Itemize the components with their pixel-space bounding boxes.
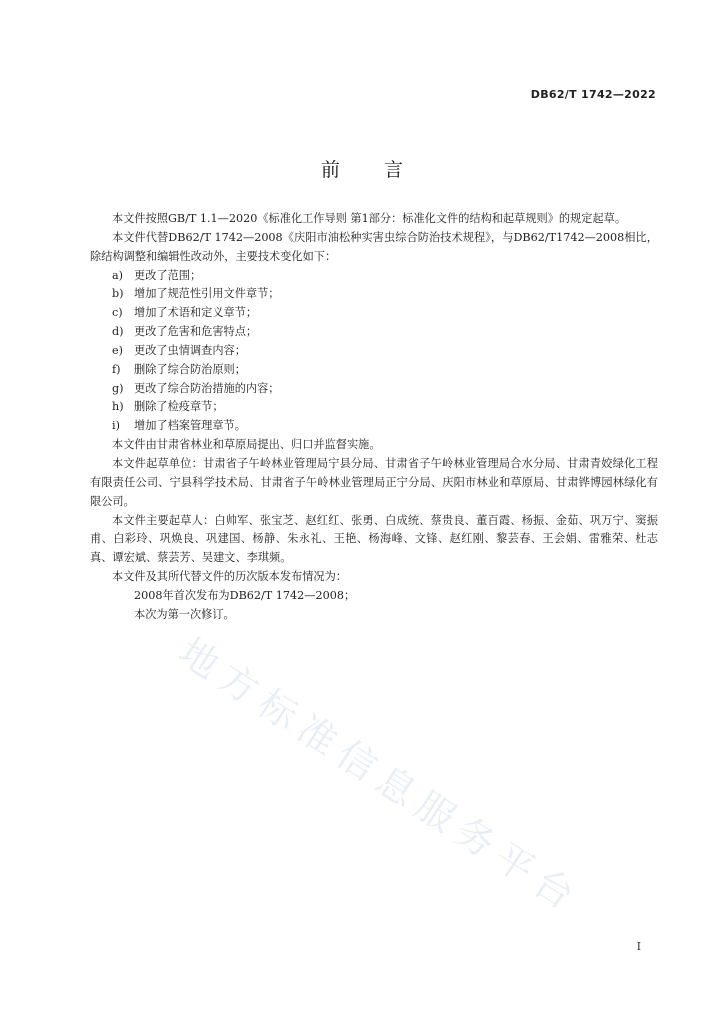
list-item-mark: b): [112, 287, 124, 301]
drafting-basis-paragraph: 本文件按照GB/T 1.1—2020《标准化工作导则 第1部分：标准化文件的结构和起草规则》的规定起草。: [112, 212, 627, 225]
history-intro-paragraph: 本文件及其所代替文件的历次版本发布情况为：: [112, 570, 347, 584]
list-item-text: 更改了虫情调查内容；: [134, 343, 246, 357]
history-item: 本次为第一次修订。: [134, 607, 235, 621]
list-item-mark: a): [112, 268, 124, 282]
foreword-body: [90, 210, 658, 625]
list-item-mark: h): [112, 400, 124, 414]
list-item-mark: g): [112, 381, 124, 395]
list-item-text: 更改了综合防治措施的内容；: [134, 381, 280, 395]
list-item-text: 增加了术语和定义章节；: [134, 306, 258, 320]
list-item: [90, 323, 658, 342]
changes-list: [90, 267, 658, 437]
proposer-paragraph: 本文件由甘肃省林业和草原局提出、归口并监督实施。: [112, 438, 381, 452]
page-title: 前言: [320, 159, 447, 181]
list-item-text: 删除了综合防治原则；: [134, 362, 246, 376]
list-item: [90, 304, 658, 323]
list-item: [90, 267, 658, 286]
list-item: [90, 342, 658, 361]
list-item: [90, 417, 658, 436]
list-item: [90, 285, 658, 304]
list-item-mark: i): [112, 419, 120, 433]
standard-code: DB62/T 1742—2022: [530, 88, 656, 101]
history-item: 2008年首次发布为DB62/T 1742—2008；: [134, 588, 356, 602]
drafters-paragraph: 本文件主要起草人：白帅军、张宝芝、赵红红、张勇、白成统、蔡贵良、董百霞、杨振、金茹、巩万宁、窦振甫、白彩玲、巩焕良、巩建国、杨静、朱永礼、王艳、杨海峰、文锋、赵红刚、黎芸春、王会娟、雷雅荣、杜志真、谭宏斌、蔡芸芳、吴建文、李琪频。: [90, 513, 658, 565]
list-item-mark: c): [112, 306, 123, 320]
list-item: [90, 398, 658, 417]
page-number: I: [636, 940, 641, 953]
list-item-mark: d): [112, 325, 124, 339]
list-item-text: 增加了规范性引用文件章节；: [134, 287, 280, 301]
list-item-mark: e): [112, 343, 123, 357]
list-item-mark: f): [112, 362, 121, 376]
list-item-text: 增加了档案管理章节。: [134, 419, 246, 433]
watermark: 地方标准信息服务平台: [171, 629, 590, 923]
list-item: [90, 380, 658, 399]
list-item: [90, 361, 658, 380]
list-item-text: 更改了危害和危害特点；: [134, 325, 258, 339]
replacement-paragraph: 本文件代替DB62/T 1742—2008《庆阳市油松种实害虫综合防治技术规程》，与DB62/T1742—2008相比，除结构调整和编辑性改动外，主要技术变化如下：: [90, 230, 658, 263]
list-item-text: 删除了检疫章节；: [134, 400, 224, 414]
drafting-units-paragraph: 本文件起草单位：甘肃省子午岭林业管理局宁县分局、甘肃省子午岭林业管理局合水分局、甘肃青姣绿化工程有限责任公司、宁县科学技术局、甘肃省子午岭林业管理局正宁分局、庆阳市林业和草原局、甘肃铧博园林绿化有限公司。: [90, 456, 658, 508]
list-item-text: 更改了范围；: [134, 268, 202, 282]
